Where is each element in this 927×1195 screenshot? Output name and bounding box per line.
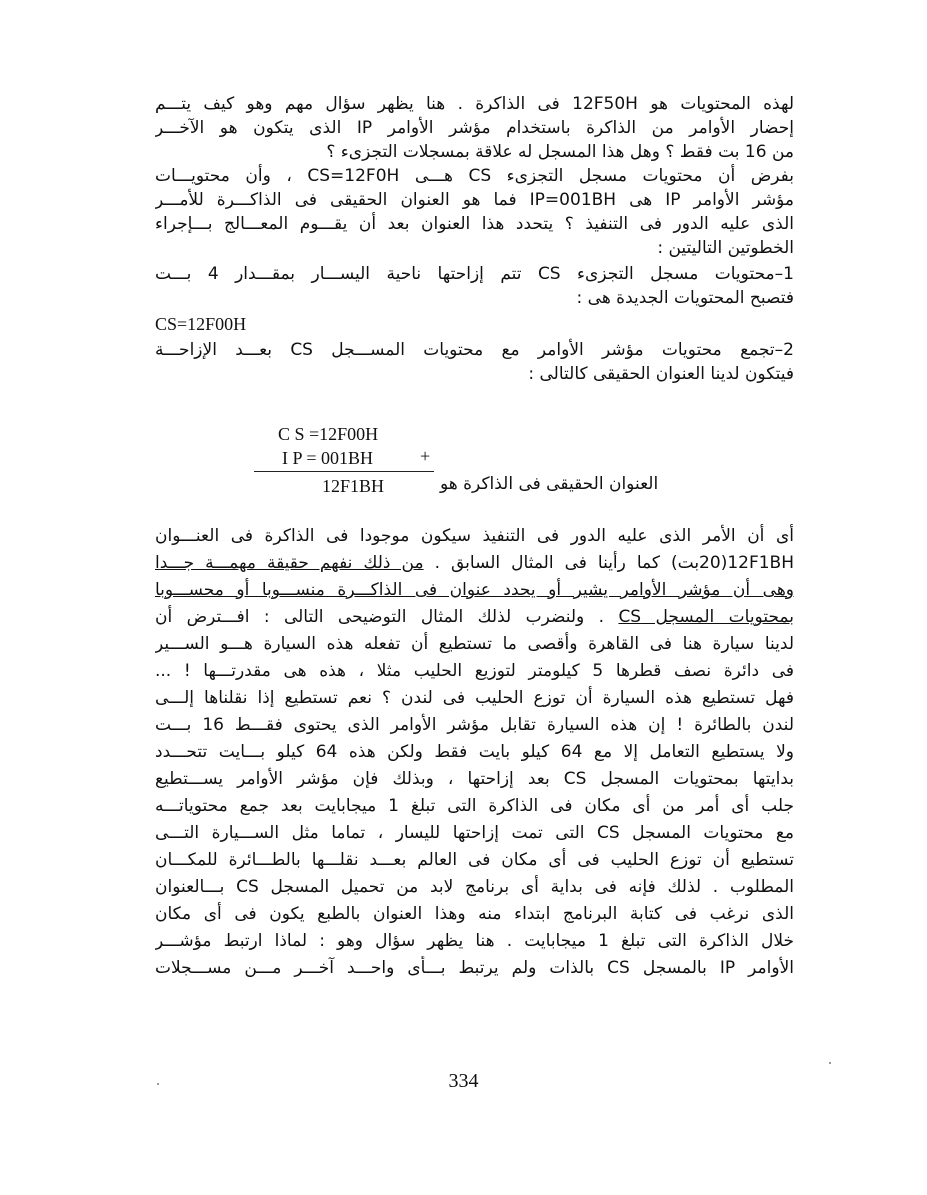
calc-row-cs: C S =12F00H	[278, 424, 379, 444]
paragraph-line: الذى نرغب فى كتابة البرنامج ابتداء منه وهذا العنوان بالطبع يكون فى أى مكان	[155, 904, 794, 924]
paragraph-line: جلب أى أمر من أى مكان فى الذاكرة التى تبلغ 1 ميجابايت بعد جمع محتوياتـــه	[155, 796, 794, 816]
calc-result: 12F1BH	[322, 476, 385, 496]
paragraph-line: الأوامر IP بالمسجل CS بالذات ولم يرتبط بـــأى واحـــد آخـــر مـــن مســـجلات	[155, 958, 794, 978]
paragraph-line: بفرض أن محتويات مسجل التجزىء CS هـــى CS=12F0H ، وأن محتويـــات	[155, 166, 794, 186]
cs-value: CS=12F00H	[155, 314, 247, 334]
scan-speck	[829, 1062, 831, 1064]
paragraph-line: مؤشر الأوامر IP هى IP=001BH فما هو العنوان الحقيقى فى الذاكـــرة للأمـــر	[155, 190, 794, 210]
paragraph-line: لهذه المحتويات هو 12F50H فى الذاكرة . هنا يظهر سؤال مهم وهو كيف يتـــم	[155, 94, 794, 114]
step-one-continuation: فتصبح المحتويات الجديدة هى :	[576, 288, 794, 308]
paragraph-line: الذى عليه الدور فى التنفيذ ؟ يتحدد هذا العنوان بعد أن يقـــوم المعـــالج بـــإجراء	[155, 214, 794, 234]
paragraph-line: فهل تستطيع هذه السيارة أن توزع الحليب فى لندن ؟ نعم تستطيع إذا نقلناها إلـــى	[155, 688, 794, 708]
paragraph-line-mixed	[155, 605, 794, 629]
paragraph-line: تستطيع أن توزع الحليب فى أى مكان فى العالم بعـــد نقلـــها بالطـــائرة للمكـــان	[155, 850, 794, 870]
step-one-line: 1–محتويات مسجل التجزىء CS تتم إزاحتها ناحية اليســـار بمقـــدار 4 بـــت	[155, 264, 794, 284]
scan-speck	[157, 1083, 159, 1085]
calc-plus-sign: +	[420, 446, 431, 466]
paragraph-line: فى دائرة نصف قطرها 5 كيلومتر لتوزيع الحليب مثلا ، هذه هى مقدرتـــها ! ...	[155, 661, 794, 681]
paragraph-line: إحضار الأوامر من الذاكرة باستخدام مؤشر الأوامر IP الذى يتكون هو الآخـــر	[155, 118, 794, 138]
calc-result-label: العنوان الحقيقى فى الذاكرة هو	[440, 474, 659, 494]
paragraph-line: لدينا سيارة هنا فى القاهرة وأقصى ما تستطيع أن تفعله هذه السيارة هـــو الســـير	[155, 634, 794, 654]
paragraph-line-mixed	[155, 551, 794, 575]
paragraph-line: خلال الذاكرة التى تبلغ 1 ميجابايت . هنا يظهر سؤال وهو : لماذا ارتبط مؤشـــر	[155, 931, 794, 951]
paragraph-line: المطلوب . لذلك فإنه فى بداية أى برنامج لابد من تحميل المسجل CS بـــالعنوان	[155, 877, 794, 897]
step-two-line: 2–تجمع محتويات مؤشر الأوامر مع محتويات المســـجل CS بعـــد الإزاحـــة	[155, 340, 794, 360]
calc-row-ip: I P = 001BH	[282, 448, 373, 468]
plain-text: . ولنضرب لذلك المثال التوضيحى التالى : افـــترض أن	[155, 607, 619, 627]
paragraph-line: ولا يستطيع التعامل إلا مع 64 كيلو بايت فقط ولكن هذه 64 كيلو بـــايت تتحـــدد	[155, 742, 794, 762]
underlined-text: من ذلك نفهم حقيقة مهمـــة جـــدا	[155, 553, 424, 573]
step-two-continuation: فيتكون لدينا العنوان الحقيقى كالتالى :	[528, 364, 794, 384]
paragraph-line: لندن بالطائرة ! إن هذه السيارة تقابل مؤشر الأوامر الذى يحتوى فقـــط 16 بـــت	[155, 715, 794, 735]
paragraph-line: مع محتويات المسجل CS التى تمت إزاحتها لليسار ، تماما مثل الســـيارة التـــى	[155, 823, 794, 843]
page-number: 334	[448, 1070, 479, 1092]
calc-sum-rule	[254, 471, 434, 472]
underlined-text: بمحتويات المسجل CS	[618, 607, 794, 627]
paragraph-line: الخطوتين التاليتين :	[657, 238, 794, 258]
paragraph-line: أى أن الأمر الذى عليه الدور فى التنفيذ سيكون موجودا فى الذاكرة فى العنـــوان	[155, 526, 794, 546]
underlined-line: وهى أن مؤشر الأوامر يشير أو يحدد عنوان فى الذاكـــرة منســـوبا أو محســـوبا	[155, 580, 794, 600]
paragraph-line: بدايتها بمحتويات المسجل CS بعد إزاحتها ، وبذلك فإن مؤشر الأوامر يســـتطيع	[155, 769, 794, 789]
plain-text: 12F1BH(20بت) كما رأينا فى المثال السابق .	[423, 553, 794, 573]
paragraph-line: من 16 بت فقط ؟ وهل هذا المسجل له علاقة بمسجلات التجزىء ؟	[326, 142, 794, 162]
